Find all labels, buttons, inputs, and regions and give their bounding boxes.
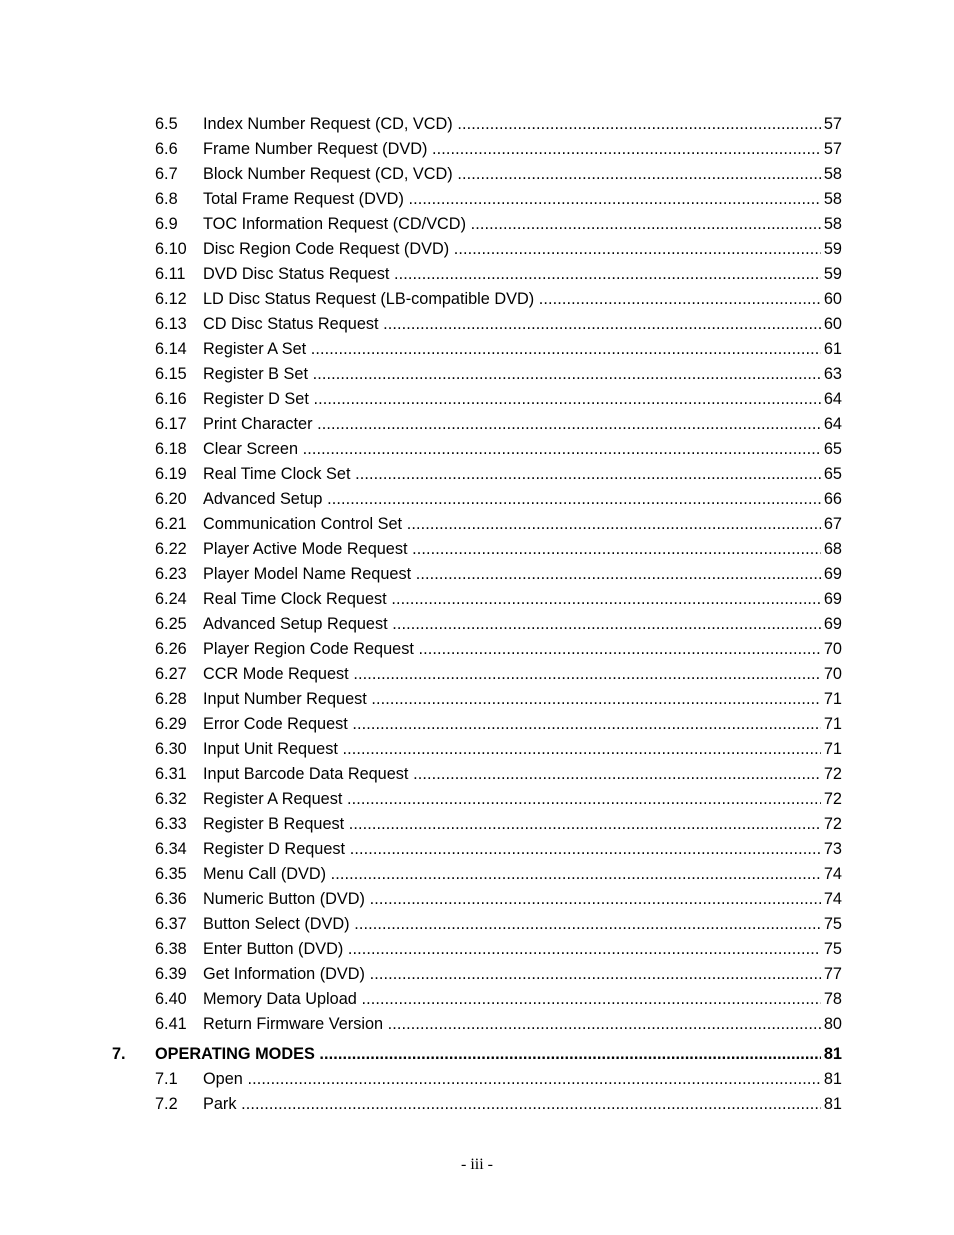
toc-entry-leader xyxy=(203,287,821,312)
toc-section-entry[interactable] xyxy=(0,337,954,362)
toc-entry-leader xyxy=(203,837,821,862)
toc-entry-title: Register A Request ..... xyxy=(203,790,821,808)
toc-entry-leader xyxy=(203,112,821,137)
toc-entry-title: Index Number Request (CD, VCD) ..... xyxy=(203,115,821,133)
toc-entry-number: 6.22 xyxy=(155,540,187,558)
toc-entry-number: 6.7 xyxy=(155,165,178,183)
toc-section-entry[interactable] xyxy=(0,1067,954,1092)
toc-entry-page: 81 xyxy=(823,1045,842,1063)
toc-entry-page: 72 xyxy=(823,815,842,833)
toc-entry-page: 74 xyxy=(823,890,842,908)
toc-section-entry[interactable] xyxy=(0,487,954,512)
toc-entry-title: Memory Data Upload ..... xyxy=(203,990,821,1008)
toc-section-entry[interactable] xyxy=(0,462,954,487)
toc-entry-leader xyxy=(203,562,821,587)
toc-entry-page: 63 xyxy=(823,365,842,383)
toc-section-entry[interactable] xyxy=(0,937,954,962)
toc-entry-title: Get Information (DVD) ..... xyxy=(203,965,821,983)
toc-entry-number: 6.9 xyxy=(155,215,178,233)
toc-entry-page: 66 xyxy=(823,490,842,508)
toc-entry-number: 6.35 xyxy=(155,865,187,883)
toc-entry-page: 60 xyxy=(823,290,842,308)
toc-entry-title: Real Time Clock Set ..... xyxy=(203,465,821,483)
toc-entry-leader xyxy=(203,387,821,412)
toc-section-entry[interactable] xyxy=(0,237,954,262)
toc-entry-page: 57 xyxy=(823,140,842,158)
toc-section-entry[interactable] xyxy=(0,137,954,162)
toc-section-entry[interactable] xyxy=(0,312,954,337)
toc-entry-number: 6.19 xyxy=(155,465,187,483)
toc-entry-title: Input Unit Request ..... xyxy=(203,740,821,758)
toc-entry-page: 69 xyxy=(823,615,842,633)
toc-section-entry[interactable] xyxy=(0,387,954,412)
toc-entry-page: 72 xyxy=(823,790,842,808)
toc-entry-leader xyxy=(203,987,821,1012)
toc-entry-number: 6.18 xyxy=(155,440,187,458)
toc-entry-page: 78 xyxy=(823,990,842,1008)
toc-entry-leader xyxy=(203,612,821,637)
toc-entry-page: 59 xyxy=(823,240,842,258)
toc-section-entry[interactable] xyxy=(0,962,954,987)
toc-entry-leader xyxy=(203,512,821,537)
toc-entry-title: Advanced Setup ..... xyxy=(203,490,821,508)
toc-entry-title: Register A Set ..... xyxy=(203,340,821,358)
toc-entry-number: 6.6 xyxy=(155,140,178,158)
toc-entry-title: DVD Disc Status Request ..... xyxy=(203,265,821,283)
toc-entry-leader xyxy=(203,1012,821,1037)
toc-entry-page: 75 xyxy=(823,940,842,958)
toc-entry-number: 6.40 xyxy=(155,990,187,1008)
toc-entry-page: 58 xyxy=(823,215,842,233)
toc-entry-title: Player Active Mode Request ..... xyxy=(203,540,821,558)
toc-entry-leader xyxy=(203,137,821,162)
toc-entry-page: 65 xyxy=(823,440,842,458)
toc-entry-page: 77 xyxy=(823,965,842,983)
toc-entry-title: LD Disc Status Request (LB-compatible DVD) ..... xyxy=(203,290,821,308)
toc-entry-leader xyxy=(203,912,821,937)
toc-entry-leader xyxy=(203,962,821,987)
toc-entry-leader xyxy=(203,537,821,562)
toc-entry-leader xyxy=(203,937,821,962)
toc-entry-number: 6.21 xyxy=(155,515,187,533)
toc-entry-leader xyxy=(203,687,821,712)
toc-entry-page: 80 xyxy=(823,1015,842,1033)
toc-section-entry[interactable] xyxy=(0,212,954,237)
toc-entry-leader xyxy=(203,462,821,487)
toc-entry-title: Numeric Button (DVD) ..... xyxy=(203,890,821,908)
toc-entry-number: 6.29 xyxy=(155,715,187,733)
toc-entry-leader xyxy=(203,162,821,187)
toc-entry-title: Player Model Name Request ..... xyxy=(203,565,821,583)
toc-entry-title: Register D Set ..... xyxy=(203,390,821,408)
toc-chapter-entry[interactable] xyxy=(0,1042,954,1067)
toc-entry-page: 64 xyxy=(823,415,842,433)
toc-entry-page: 71 xyxy=(823,690,842,708)
toc-entry-page: 57 xyxy=(823,115,842,133)
toc-section-entry[interactable] xyxy=(0,362,954,387)
toc-entry-number: 6.28 xyxy=(155,690,187,708)
toc-entry-number: 6.12 xyxy=(155,290,187,308)
toc-entry-number: 6.41 xyxy=(155,1015,187,1033)
toc-entry-leader xyxy=(203,812,821,837)
toc-entry-page: 69 xyxy=(823,590,842,608)
toc-entry-title: Register B Request ..... xyxy=(203,815,821,833)
toc-section-entry[interactable] xyxy=(0,187,954,212)
toc-section-entry[interactable] xyxy=(0,537,954,562)
toc-entry-title: Real Time Clock Request ..... xyxy=(203,590,821,608)
toc-entry-number: 6.5 xyxy=(155,115,178,133)
toc-entry-title: OPERATING MODES ..... xyxy=(155,1045,821,1063)
toc-entry-number: 6.32 xyxy=(155,790,187,808)
toc-entry-page: 71 xyxy=(823,715,842,733)
toc-entry-number: 6.14 xyxy=(155,340,187,358)
toc-entry-number: 6.39 xyxy=(155,965,187,983)
toc-section-entry[interactable] xyxy=(0,637,954,662)
toc-entry-number: 6.34 xyxy=(155,840,187,858)
toc-entry-number: 6.31 xyxy=(155,765,187,783)
toc-section-entry[interactable] xyxy=(0,437,954,462)
toc-entry-title: Return Firmware Version ..... xyxy=(203,1015,821,1033)
toc-entry-leader xyxy=(203,762,821,787)
toc-entry-title: Menu Call (DVD) ..... xyxy=(203,865,821,883)
toc-section-entry[interactable] xyxy=(0,587,954,612)
toc-entry-title: Register B Set ..... xyxy=(203,365,821,383)
toc-entry-page: 68 xyxy=(823,540,842,558)
table-of-contents xyxy=(0,112,954,1117)
toc-entry-number: 6.33 xyxy=(155,815,187,833)
toc-entry-number: 6.10 xyxy=(155,240,187,258)
toc-entry-number: 6.37 xyxy=(155,915,187,933)
toc-entry-leader xyxy=(203,787,821,812)
toc-entry-leader xyxy=(203,312,821,337)
toc-entry-page: 67 xyxy=(823,515,842,533)
toc-entry-page: 74 xyxy=(823,865,842,883)
toc-section-entry[interactable] xyxy=(0,887,954,912)
toc-entry-number: 7.1 xyxy=(155,1070,178,1088)
toc-entry-number: 7. xyxy=(112,1045,126,1063)
toc-entry-leader xyxy=(203,737,821,762)
toc-section-entry[interactable] xyxy=(0,987,954,1012)
toc-entry-number: 6.13 xyxy=(155,315,187,333)
toc-entry-number: 6.36 xyxy=(155,890,187,908)
toc-section-entry[interactable] xyxy=(0,837,954,862)
toc-entry-title: Open ..... xyxy=(203,1070,821,1088)
toc-section-entry[interactable] xyxy=(0,862,954,887)
page-number-footer: - iii - xyxy=(461,1156,493,1173)
toc-section-entry[interactable] xyxy=(0,612,954,637)
toc-entry-number: 7.2 xyxy=(155,1095,178,1113)
toc-entry-title: Clear Screen ..... xyxy=(203,440,821,458)
toc-entry-number: 6.8 xyxy=(155,190,178,208)
toc-entry-leader xyxy=(203,887,821,912)
toc-section-entry[interactable] xyxy=(0,112,954,137)
toc-entry-title: Register D Request ..... xyxy=(203,840,821,858)
toc-section-entry[interactable] xyxy=(0,287,954,312)
toc-entry-number: 6.26 xyxy=(155,640,187,658)
toc-section-entry[interactable] xyxy=(0,812,954,837)
toc-section-entry[interactable] xyxy=(0,737,954,762)
toc-entry-title: Block Number Request (CD, VCD) ..... xyxy=(203,165,821,183)
toc-entry-title: Total Frame Request (DVD) ..... xyxy=(203,190,821,208)
toc-entry-page: 72 xyxy=(823,765,842,783)
toc-section-entry[interactable] xyxy=(0,712,954,737)
toc-entry-leader xyxy=(155,1042,821,1067)
toc-entry-number: 6.15 xyxy=(155,365,187,383)
toc-entry-leader xyxy=(203,237,821,262)
toc-entry-leader xyxy=(203,637,821,662)
toc-entry-leader xyxy=(203,487,821,512)
toc-entry-title: Button Select (DVD) ..... xyxy=(203,915,821,933)
toc-entry-title: Input Barcode Data Request ..... xyxy=(203,765,821,783)
toc-entry-number: 6.11 xyxy=(155,265,186,283)
toc-section-entry[interactable] xyxy=(0,162,954,187)
toc-entry-leader xyxy=(203,862,821,887)
toc-entry-leader xyxy=(203,662,821,687)
toc-entry-number: 6.16 xyxy=(155,390,187,408)
toc-entry-title: Player Region Code Request ..... xyxy=(203,640,821,658)
toc-entry-title: Input Number Request ..... xyxy=(203,690,821,708)
toc-entry-title: CD Disc Status Request ..... xyxy=(203,315,821,333)
toc-entry-title: Disc Region Code Request (DVD) ..... xyxy=(203,240,821,258)
toc-entry-page: 65 xyxy=(823,465,842,483)
toc-entry-title: TOC Information Request (CD/VCD) ..... xyxy=(203,215,821,233)
toc-entry-page: 81 xyxy=(823,1095,842,1113)
toc-entry-leader xyxy=(203,262,821,287)
toc-entry-page: 75 xyxy=(823,915,842,933)
toc-entry-page: 69 xyxy=(823,565,842,583)
toc-entry-leader xyxy=(203,362,821,387)
toc-section-entry[interactable] xyxy=(0,1012,954,1037)
toc-entry-page: 71 xyxy=(823,740,842,758)
toc-section-entry[interactable] xyxy=(0,787,954,812)
toc-entry-page: 60 xyxy=(823,315,842,333)
toc-entry-page: 59 xyxy=(823,265,842,283)
toc-entry-title: Frame Number Request (DVD) ..... xyxy=(203,140,821,158)
toc-entry-leader xyxy=(203,337,821,362)
toc-section-entry[interactable] xyxy=(0,687,954,712)
toc-section-entry[interactable] xyxy=(0,262,954,287)
toc-entry-leader xyxy=(203,587,821,612)
toc-entry-page: 58 xyxy=(823,165,842,183)
toc-entry-leader xyxy=(203,187,821,212)
toc-section-entry[interactable] xyxy=(0,662,954,687)
toc-section-entry[interactable] xyxy=(0,912,954,937)
toc-entry-leader xyxy=(203,1067,821,1092)
toc-entry-title: Park ..... xyxy=(203,1095,821,1113)
toc-entry-page: 70 xyxy=(823,640,842,658)
toc-entry-title: Print Character ..... xyxy=(203,415,821,433)
toc-section-entry[interactable] xyxy=(0,1092,954,1117)
toc-entry-page: 70 xyxy=(823,665,842,683)
toc-entry-title: CCR Mode Request ..... xyxy=(203,665,821,683)
toc-entry-number: 6.27 xyxy=(155,665,187,683)
toc-entry-number: 6.30 xyxy=(155,740,187,758)
toc-entry-number: 6.25 xyxy=(155,615,187,633)
toc-entry-number: 6.17 xyxy=(155,415,187,433)
toc-entry-title: Advanced Setup Request ..... xyxy=(203,615,821,633)
toc-entry-title: Communication Control Set ..... xyxy=(203,515,821,533)
toc-entry-page: 73 xyxy=(823,840,842,858)
toc-entry-page: 58 xyxy=(823,190,842,208)
toc-entry-title: Enter Button (DVD) ..... xyxy=(203,940,821,958)
toc-entry-number: 6.24 xyxy=(155,590,187,608)
toc-entry-number: 6.20 xyxy=(155,490,187,508)
toc-section-entry[interactable] xyxy=(0,512,954,537)
toc-entry-page: 61 xyxy=(823,340,842,358)
toc-entry-title: Error Code Request ..... xyxy=(203,715,821,733)
toc-entry-leader xyxy=(203,712,821,737)
toc-entry-leader xyxy=(203,437,821,462)
toc-entry-number: 6.23 xyxy=(155,565,187,583)
toc-section-entry[interactable] xyxy=(0,762,954,787)
toc-section-entry[interactable] xyxy=(0,562,954,587)
toc-section-entry[interactable] xyxy=(0,412,954,437)
toc-entry-leader xyxy=(203,412,821,437)
toc-entry-page: 64 xyxy=(823,390,842,408)
toc-entry-page: 81 xyxy=(823,1070,842,1088)
toc-entry-number: 6.38 xyxy=(155,940,187,958)
toc-entry-leader xyxy=(203,1092,821,1117)
toc-entry-leader xyxy=(203,212,821,237)
